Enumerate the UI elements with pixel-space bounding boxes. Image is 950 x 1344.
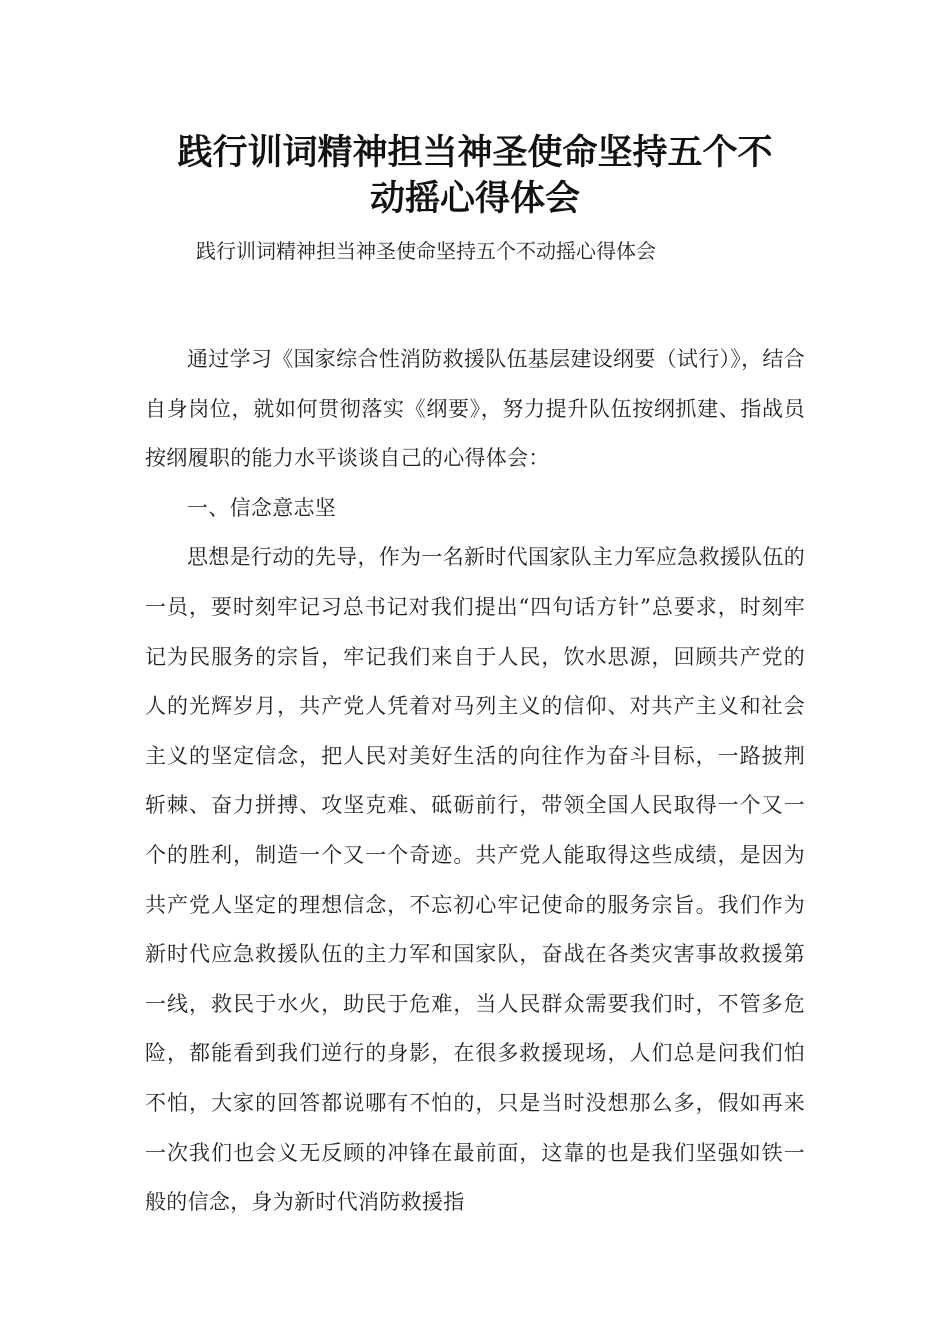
document-body: [145, 335, 805, 1228]
section-heading: 一、信念意志坚: [187, 495, 337, 520]
title-line-1: 践行训词精神担当神圣使命坚持五个不: [177, 133, 773, 173]
paragraph-intro: 通过学习《国家综合性消防救援队伍基层建设纲要（试行）》，结合自身岗位，就如何贯彻落实《纲要》，努力提升队伍按纲抓建、指战员按纲履职的能力水平谈谈自己的心得体会：: [145, 347, 805, 471]
title-line-2: 动摇心得体会: [369, 179, 580, 219]
paragraph-main: 思想是行动的先导，作为一名新时代国家队主力军应急救援队伍的一员，要时刻牢记习总书记对我们提出“四句话方针”总要求，时刻牢记为民服务的宗旨，牢记我们来自于人民，饮水思源，回顾共产党的人的光辉岁月，共产党人凭着对马列主义的信仰、对共产主义和社会主义的坚定信念，把人民对美好生活的向往作为奋斗目标，一路披荆斩棘、奋力拼搏、攻坚克难、砥砺前行，带领全国人民取得一个又一个的胜利，制造一个又一个奇迹。共产党人能取得这些成绩，是因为共产党人坚定的理想信念，不忘初心牢记使命的服务宗旨。我们作为新时代应急救援队伍的主力军和国家队，奋战在各类灾害事故救援第一线，救民于水火，助民于危难，当人民群众需要我们时，不管多危险，都能看到我们逆行的身影，在很多救援现场，人们总是问我们怕不怕，大家的回答都说哪有不怕的，只是当时没想那么多，假如再来一次我们也会义无反顾的冲锋在最前面，这靠的也是我们坚强如铁一般的信念，身为新时代消防救援指: [145, 545, 805, 1215]
document-subtitle: 践行训词精神担当神圣使命坚持五个不动摇心得体会: [196, 239, 656, 263]
